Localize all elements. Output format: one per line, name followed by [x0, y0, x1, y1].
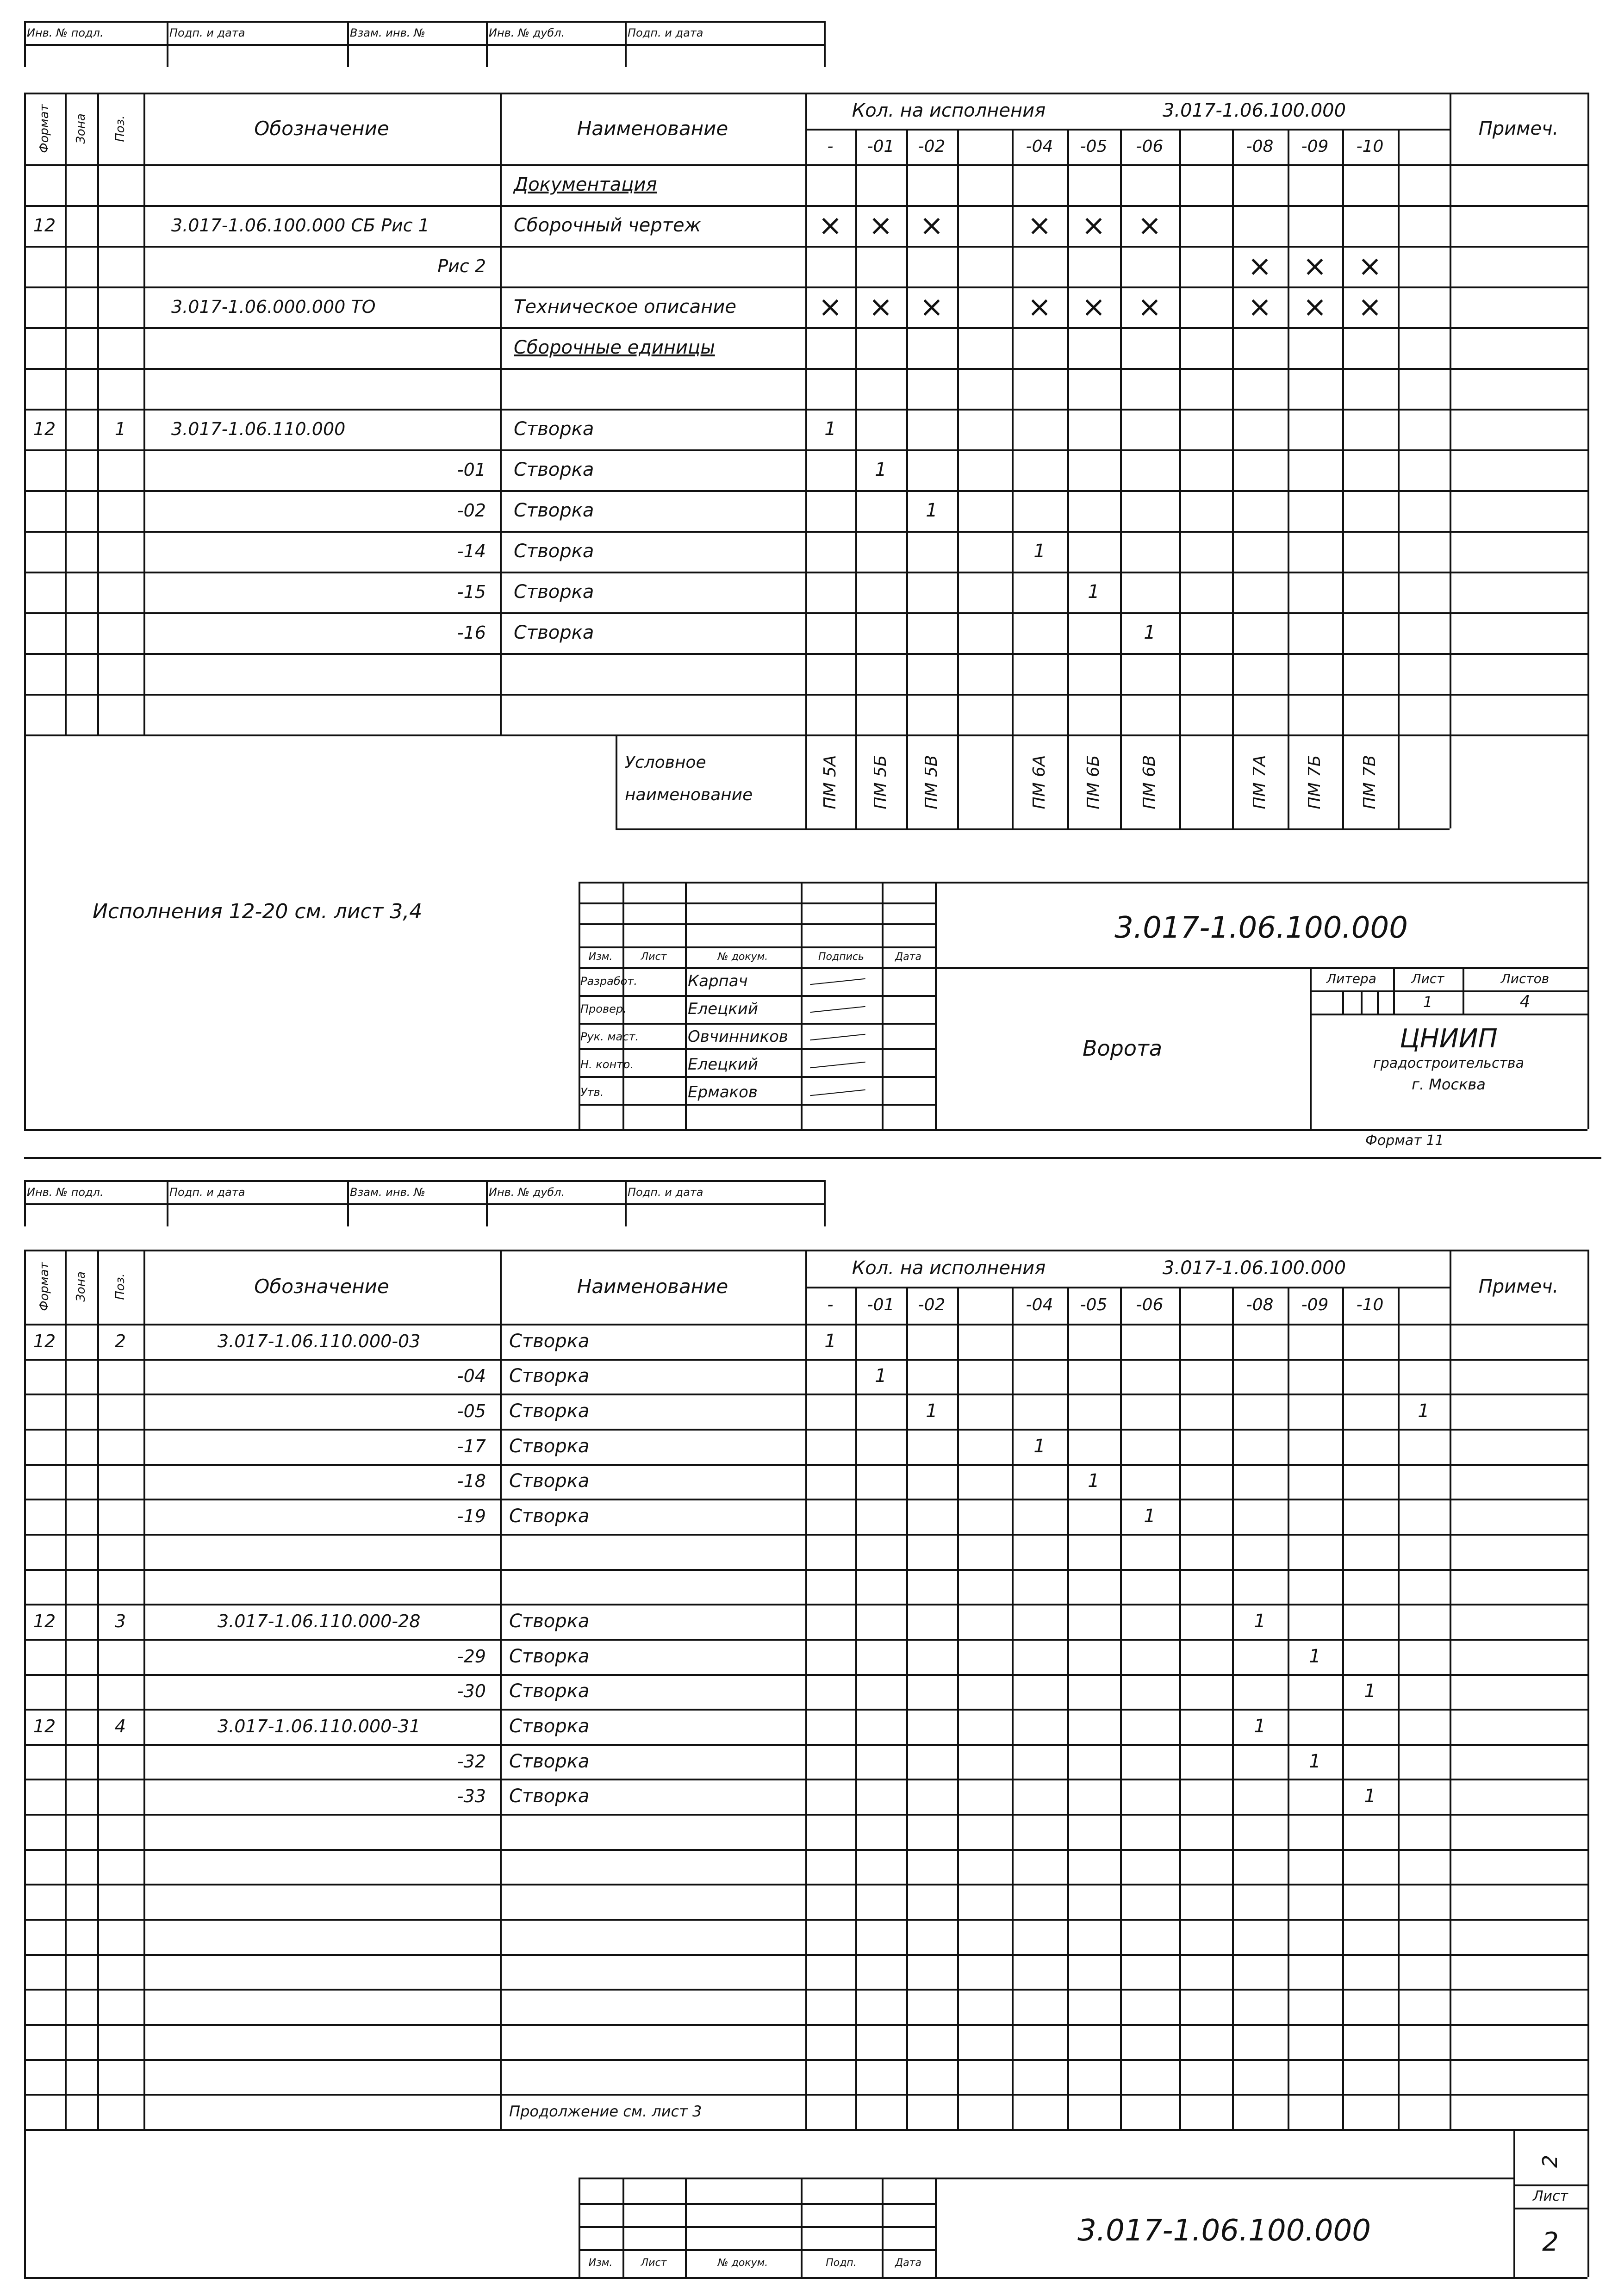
cross-mark: ×: [1358, 249, 1382, 283]
signature-mark: [810, 1034, 865, 1041]
conditional-name: ПМ 7В: [1360, 755, 1379, 809]
sheet2-variant-col: [805, 1287, 807, 2129]
row-name: Створка: [514, 581, 594, 603]
header-zone: Зона: [74, 113, 88, 144]
sheet-separator: [24, 1157, 1601, 1159]
title-col-label: Лист: [641, 951, 667, 963]
org-line: г. Москва: [1412, 1075, 1486, 1093]
row-name: Створка: [509, 1435, 590, 1457]
variant-col-header: -06: [1136, 137, 1164, 156]
sheets-label: Листов: [1500, 971, 1550, 986]
role-label: Рук. маст.: [580, 1030, 639, 1043]
sheet2-variant-col: [1179, 1287, 1181, 2129]
sheet2-top-strip-div: [24, 1180, 26, 1226]
cross-mark: ×: [1358, 290, 1382, 324]
cross-mark: ×: [920, 290, 944, 324]
sheet2-row-line: [24, 1989, 1587, 1991]
sheet2-row-line: [24, 1569, 1587, 1571]
row-name: Створка: [509, 1715, 590, 1737]
corner-mark: 2: [1538, 2155, 1562, 2168]
cross-mark: ×: [1248, 290, 1272, 324]
signature-mark: [810, 1089, 865, 1096]
signature-mark: [810, 1006, 865, 1013]
row-name: Створка: [514, 622, 594, 643]
sheet-label: Лист: [1532, 2188, 1568, 2204]
row-pos: 3: [114, 1611, 126, 1632]
sheet1-variant-col: [1398, 129, 1400, 828]
cross-mark: ×: [818, 290, 842, 324]
variant-col-header: [1398, 1287, 1450, 1324]
sheet2-variant-col: [1232, 1287, 1234, 2129]
header-designation: Обозначение: [254, 1275, 389, 1298]
variant-col-header: -09: [1301, 1295, 1329, 1314]
variant-col-header: -01: [867, 137, 895, 156]
quantity-mark: 1: [926, 500, 938, 521]
sheet2-row-line: [24, 1884, 1587, 1885]
quantity-mark: 1: [1254, 1611, 1266, 1632]
sheet2-row-line: [24, 1849, 1587, 1851]
org-name: ЦНИИП: [1400, 1024, 1498, 1054]
sheet1-top-strip-div: [347, 21, 349, 67]
top-strip-label: Инв. № дубл.: [489, 1186, 565, 1199]
row-designation: -32: [457, 1751, 486, 1772]
role-person: Елецкий: [688, 1000, 759, 1018]
top-strip-label: Взам. инв. №: [350, 26, 425, 39]
header-name: Наименование: [577, 1275, 728, 1298]
row-format: 12: [33, 419, 56, 439]
conditional-name: ПМ 7Б: [1305, 755, 1324, 809]
row-designation: 3.017-1.06.110.000: [171, 419, 346, 439]
header-pos: Поз.: [113, 115, 127, 142]
header-qty-doc: 3.017-1.06.100.000: [1162, 100, 1346, 121]
variant-col-header: -10: [1356, 1295, 1384, 1314]
cross-mark: ×: [1082, 290, 1106, 324]
variant-col-header: -04: [1026, 1295, 1053, 1314]
conditional-name: ПМ 6Б: [1084, 755, 1103, 809]
signature-mark: [810, 1062, 865, 1069]
sheet-value: 1: [1423, 993, 1433, 1011]
sheet2-variant-col: [855, 1287, 857, 2129]
litera-row2: [1310, 1014, 1587, 1015]
sheet1-row-line: [24, 734, 1587, 736]
quantity-mark: 1: [1364, 1680, 1376, 1702]
row-name: Створка: [509, 1750, 590, 1772]
cross-mark: ×: [1303, 249, 1327, 283]
quantity-mark: 1: [824, 1330, 836, 1352]
sheet1-border-left: [24, 93, 26, 1129]
row-designation: -33: [457, 1786, 486, 1807]
row-name: Створка: [514, 418, 594, 440]
row-pos: 1: [114, 419, 126, 439]
sheet2-row-line: [24, 2094, 1587, 2096]
top-strip-label: Инв. № подл.: [27, 1186, 104, 1199]
quantity-mark: 1: [1144, 1506, 1156, 1527]
top-strip-label: Подп. и дата: [169, 26, 245, 39]
quantity-mark: 1: [824, 418, 836, 440]
title-col-label: Лист: [641, 2257, 667, 2269]
litera-label: Литера: [1326, 971, 1376, 986]
cross-mark: ×: [920, 208, 944, 242]
litera-sub: [1377, 990, 1379, 1014]
title-block-col: [801, 882, 803, 1129]
quantity-mark: 1: [875, 459, 887, 480]
row-name: Створка: [509, 1645, 590, 1667]
sheet2-col: [97, 1250, 99, 2129]
sheet2-col: [143, 1250, 145, 2129]
header-pos: Поз.: [113, 1273, 127, 1300]
header-format: Формат: [37, 104, 51, 153]
sheet2-top-strip-div: [824, 1180, 826, 1226]
top-strip-label: Инв. № дубл.: [489, 26, 565, 39]
header-format: Формат: [37, 1262, 51, 1311]
conditional-name: ПМ 5В: [922, 755, 941, 809]
header-qty-title: Кол. на исполнения: [852, 1257, 1046, 1279]
sheet2-top-strip-top: [24, 1180, 824, 1182]
sheet1-row-line: [24, 653, 1587, 655]
header-zone: Зона: [74, 1271, 88, 1302]
title-col-label: № докум.: [717, 951, 768, 963]
sheet2-row-line: [24, 1919, 1587, 1921]
row-name: Створка: [514, 541, 594, 562]
row-name: Створка: [509, 1330, 590, 1352]
variant-col-header: [957, 129, 1012, 164]
role-label: Разработ.: [580, 975, 637, 988]
sheet2-variant-col: [1120, 1287, 1122, 2129]
row-name: Створка: [514, 500, 594, 521]
title-col-label: Подп.: [826, 2257, 857, 2269]
title-col-label: Подпись: [818, 951, 864, 963]
sheet1-border-right: [1587, 93, 1589, 1129]
sheet2-sheet-row2: [1513, 2208, 1587, 2209]
title-block-row: [579, 902, 935, 904]
row-name: Створка: [509, 1786, 590, 1807]
conditional-name: ПМ 5А: [821, 755, 840, 809]
litera-sub: [1342, 990, 1344, 1014]
variant-col-header: -08: [1246, 137, 1274, 156]
sheet2-top-strip-div: [347, 1180, 349, 1226]
sheet1-border-bottom: [24, 1129, 1587, 1131]
doc-number: 3.017-1.06.100.000: [1114, 911, 1408, 945]
conditional-name: ПМ 6В: [1140, 755, 1159, 809]
quantity-mark: 1: [1364, 1786, 1376, 1807]
header-note: Примеч.: [1478, 118, 1559, 139]
sheet1-row-line: [24, 368, 1587, 370]
title-block-row: [579, 882, 935, 884]
sheet2-row-line: [24, 2059, 1587, 2061]
row-designation: 3.017-1.06.110.000-31: [218, 1716, 421, 1736]
sheet1-variant-col: [957, 129, 959, 828]
row-format: 12: [33, 1611, 56, 1632]
role-person: Овчинников: [688, 1027, 788, 1046]
cross-mark: ×: [818, 208, 842, 242]
row-designation: 3.017-1.06.000.000 ТО: [171, 297, 376, 317]
sheet2-border-left: [24, 1250, 26, 2277]
variant-col-header: [1179, 1287, 1232, 1324]
row-format: 12: [33, 1716, 56, 1736]
sheet1-col: [65, 93, 67, 734]
sheet2-col: [65, 1250, 67, 2129]
cross-mark: ×: [869, 290, 893, 324]
sheet1-col: [143, 93, 145, 734]
row-designation: -01: [457, 460, 486, 480]
row-designation: -05: [457, 1401, 486, 1422]
cross-mark: ×: [1082, 208, 1106, 242]
header-qty-title: Кол. на исполнения: [852, 100, 1046, 121]
sheet2-border-right: [1587, 1250, 1589, 2277]
row-name: Створка: [514, 459, 594, 480]
sheet2-variant-col: [1288, 1287, 1289, 2129]
conditional-name: ПМ 5Б: [871, 755, 890, 809]
role-person: Карпач: [688, 972, 748, 990]
row-format: 12: [33, 1331, 56, 1351]
variant-col-header: -05: [1080, 137, 1108, 156]
sheet2-row-line: [24, 1954, 1587, 1956]
role-person: Ермаков: [688, 1083, 758, 1101]
sheet2-variant-col: [1012, 1287, 1014, 2129]
title-col-label: Дата: [895, 951, 921, 963]
cross-mark: ×: [1027, 208, 1052, 242]
variant-col-header: -01: [867, 1295, 895, 1314]
variant-col-header: -: [827, 137, 834, 156]
row-name: Сборочный чертеж: [514, 215, 701, 236]
row-designation: -15: [457, 582, 486, 602]
sheet1-top-strip-div: [167, 21, 168, 67]
row-designation: -16: [457, 622, 486, 643]
sheet2-row-line: [24, 1814, 1587, 1816]
variant-col-header: -09: [1301, 137, 1329, 156]
sheet1-row-line: [24, 327, 1587, 329]
litera-sub: [1361, 990, 1363, 1014]
row-name: Створка: [509, 1470, 590, 1492]
row-format: 12: [33, 215, 56, 236]
row-name: Продолжение см. лист 3: [509, 2103, 702, 2121]
quantity-mark: 1: [1144, 622, 1156, 643]
row-designation: Рис 2: [437, 256, 486, 276]
sheet2-col: [500, 1250, 502, 2129]
sheet2-variant-col: [1067, 1287, 1069, 2129]
row-name: Техническое описание: [514, 296, 736, 317]
row-name: Сборочные единицы: [514, 337, 715, 358]
variant-col-header: -05: [1080, 1295, 1108, 1314]
sheet2-title-top: [579, 2178, 1513, 2179]
sheet2-variant-col: [1450, 1250, 1451, 2129]
sheet1-variant-col: [1450, 93, 1451, 828]
variant-col-header: -04: [1026, 137, 1053, 156]
conditional-name: ПМ 7А: [1250, 755, 1269, 809]
sheet1-variant-col: [1342, 129, 1344, 828]
title-col-label: Дата: [895, 2257, 921, 2269]
conditional-label: Условное: [625, 753, 706, 772]
sheet1-variant-col: [1179, 129, 1181, 828]
row-name: Створка: [509, 1400, 590, 1422]
header-designation: Обозначение: [254, 117, 389, 140]
variant-col-header: [1398, 129, 1450, 164]
sheet2-top-strip-div: [625, 1180, 627, 1226]
sheet-note-text: Исполнения 12-20 см. лист 3,4: [93, 900, 423, 923]
sheet2-top-strip-div: [486, 1180, 488, 1226]
row-designation: 3.017-1.06.110.000-28: [218, 1611, 421, 1632]
top-strip-label: Подп. и дата: [169, 1186, 245, 1199]
sheet2-top-strip-div: [167, 1180, 168, 1226]
row-pos: 2: [114, 1331, 126, 1351]
org-line: градостроительства: [1373, 1055, 1524, 1071]
cross-mark: ×: [1138, 290, 1162, 324]
sheet2-variant-col: [957, 1287, 959, 2129]
sheet1-top-strip-div: [625, 21, 627, 67]
title-col-label: № докум.: [717, 2257, 768, 2269]
sheet1-top-strip-div: [486, 21, 488, 67]
top-strip-label: Инв. № подл.: [27, 26, 104, 39]
sheets-value: 4: [1519, 992, 1531, 1011]
quantity-mark: 1: [1309, 1750, 1321, 1772]
cross-mark: ×: [869, 208, 893, 242]
row-name: Створка: [509, 1365, 590, 1387]
variant-col-header: -: [827, 1295, 834, 1314]
title-block-col: [882, 882, 884, 1129]
sheet1-top-strip-div: [824, 21, 826, 67]
quantity-mark: 1: [1309, 1645, 1321, 1667]
sheet2-border-bottom: [24, 2277, 1587, 2279]
quantity-mark: 1: [1033, 1435, 1046, 1457]
quantity-mark: 1: [1418, 1400, 1430, 1422]
sheet1-col: [500, 93, 502, 734]
row-designation: -19: [457, 1506, 486, 1527]
sheet1-cond-left: [616, 734, 617, 828]
row-designation: -29: [457, 1646, 486, 1667]
role-label: Утв.: [580, 1086, 604, 1099]
row-designation: -02: [457, 500, 486, 521]
role-label: Провер.: [580, 1002, 627, 1015]
cross-mark: ×: [1248, 249, 1272, 283]
sheet1-row-line: [24, 694, 1587, 696]
row-name: Документация: [514, 174, 657, 195]
sheet2-row-line: [24, 2024, 1587, 2026]
product-name: Ворота: [1082, 1036, 1163, 1061]
quantity-mark: 1: [1254, 1715, 1266, 1737]
cross-mark: ×: [1027, 290, 1052, 324]
row-designation: -30: [457, 1681, 486, 1702]
quantity-mark: 1: [875, 1365, 887, 1387]
conditional-label: наименование: [625, 785, 753, 804]
row-pos: 4: [114, 1716, 126, 1736]
sheet1-top-strip-div: [24, 21, 26, 67]
sheet2-row-line: [24, 2129, 1587, 2131]
title-col-label: Изм.: [588, 2257, 613, 2269]
variant-col-header: -02: [918, 137, 946, 156]
top-strip-label: Подп. и дата: [628, 26, 703, 39]
quantity-mark: 1: [1088, 581, 1100, 603]
variant-col-header: -10: [1356, 137, 1384, 156]
top-strip-label: Подп. и дата: [628, 1186, 703, 1199]
sheet2-row-line: [24, 1534, 1587, 1536]
row-designation: 3.017-1.06.110.000-03: [218, 1331, 421, 1351]
title-block-row: [579, 923, 935, 925]
cross-mark: ×: [1303, 290, 1327, 324]
sheet1-variant-col: [1232, 129, 1234, 828]
variant-col-header: [1179, 129, 1232, 164]
signature-mark: [810, 978, 865, 985]
sheet-value: 2: [1542, 2227, 1559, 2257]
format-label: Формат 11: [1365, 1132, 1444, 1149]
sheet-label: Лист: [1411, 971, 1444, 986]
row-name: Створка: [509, 1611, 590, 1632]
quantity-mark: 1: [926, 1400, 938, 1422]
conditional-name: ПМ 6А: [1030, 755, 1049, 809]
row-designation: 3.017-1.06.100.000 СБ Рис 1: [171, 215, 429, 236]
variant-col-header: -02: [918, 1295, 946, 1314]
title-col-label: Изм.: [588, 951, 613, 963]
variant-col-header: -06: [1136, 1295, 1164, 1314]
variant-col-header: -08: [1246, 1295, 1274, 1314]
cross-mark: ×: [1138, 208, 1162, 242]
sheet1-variant-col: [1288, 129, 1289, 828]
header-name: Наименование: [577, 117, 728, 140]
row-designation: -17: [457, 1436, 486, 1456]
sheet1-top-strip-top: [24, 21, 824, 23]
row-name: Створка: [509, 1680, 590, 1702]
row-name: Створка: [509, 1506, 590, 1527]
sheet1-top-strip-mid: [24, 44, 824, 46]
row-designation: -14: [457, 541, 486, 561]
title-block-col: [685, 882, 687, 1129]
role-label: Н. контр.: [580, 1058, 634, 1071]
variant-col-header: [957, 1287, 1012, 1324]
row-designation: -04: [457, 1366, 486, 1387]
sheet1-cond-bottom: [616, 828, 1450, 830]
header-qty-doc: 3.017-1.06.100.000: [1162, 1257, 1346, 1279]
doc-number: 3.017-1.06.100.000: [1077, 2214, 1371, 2248]
sheet2-top-strip-mid: [24, 1203, 824, 1205]
quantity-mark: 1: [1033, 541, 1046, 562]
role-person: Елецкий: [688, 1055, 759, 1074]
quantity-mark: 1: [1088, 1470, 1100, 1492]
header-note: Примеч.: [1478, 1276, 1559, 1297]
row-designation: -18: [457, 1471, 486, 1492]
top-strip-label: Взам. инв. №: [350, 1186, 425, 1199]
